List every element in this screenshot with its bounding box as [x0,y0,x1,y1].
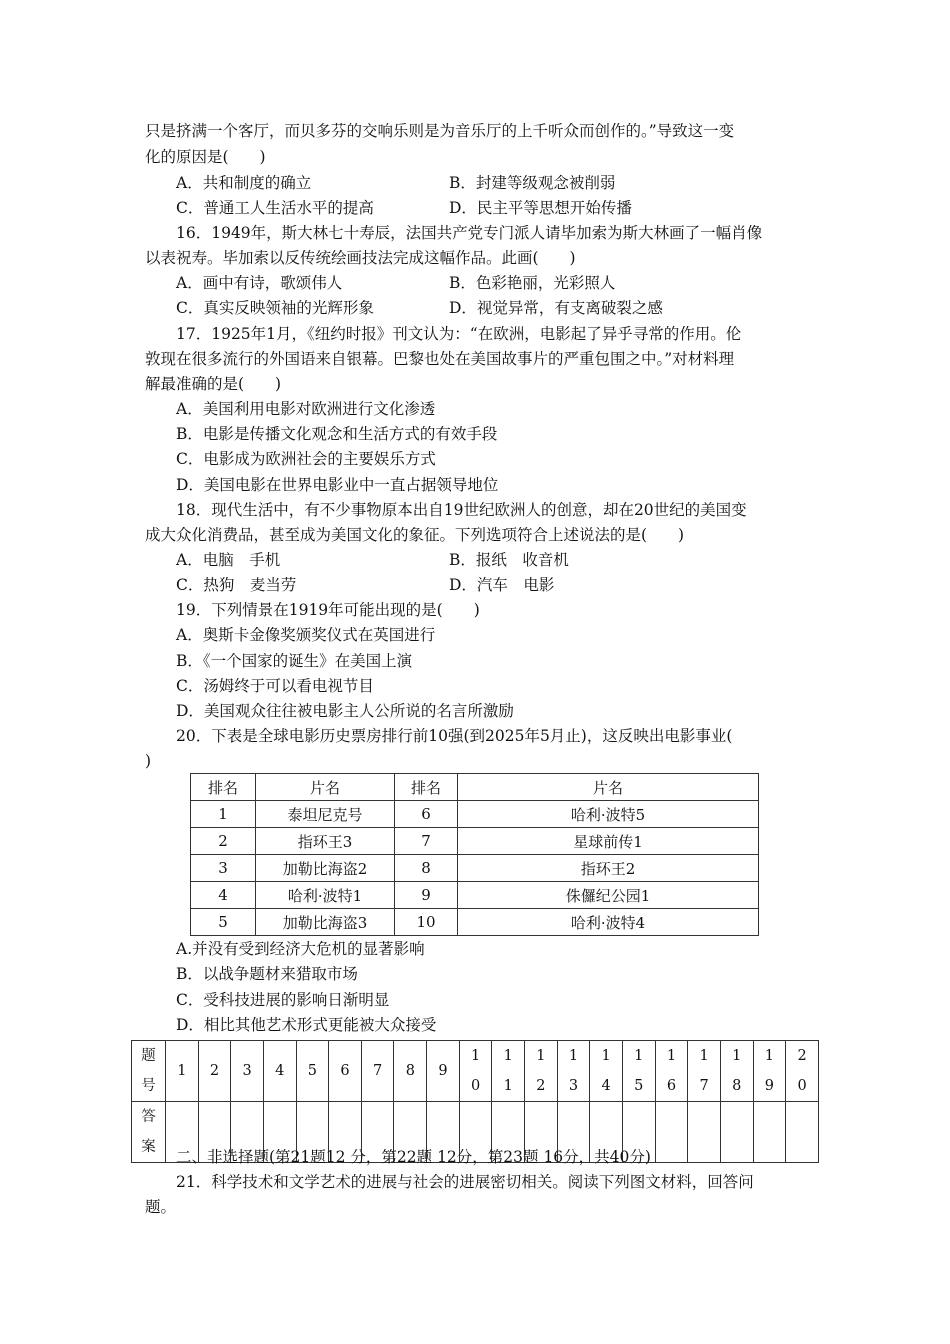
table-cell: 哈利·波特4 [458,909,759,936]
table-header-row [191,774,759,801]
table-header-cell: 排名 [191,774,256,801]
box-office-table [190,773,759,936]
q15-option-d[interactable]: D．民主平等思想开始传播 [449,199,632,217]
question-number: 5 [296,1041,329,1102]
answer-row-label: 题 号 [132,1041,166,1102]
q18-text-line1: 18．现代生活中，有不少事物原本出自19世纪欧洲人的创意，却在20世纪的美国变 [176,501,747,519]
question-number: 4 [263,1041,296,1102]
table-cell: 哈利·波特5 [458,801,759,828]
question-number: 6 [329,1041,362,1102]
q15-option-c[interactable]: C．普通工人生活水平的提高 [176,199,374,217]
q16-option-b[interactable]: B．色彩艳丽，光彩照人 [449,274,616,292]
q20-option-b[interactable]: B．以战争题材来猎取市场 [176,965,358,983]
question-number: 1 7 [688,1041,721,1102]
q21-text-line2: 题。 [145,1198,177,1216]
q20-text-line1: 20．下表是全球电影历史票房排行前10强(到2025年5月止)，这反映出电影事业( [176,727,733,745]
q16-text-line1: 16．1949年，斯大林七十寿辰，法国共产党专门派人请毕加索为斯大林画了一幅肖像 [176,224,763,242]
answer-cell[interactable] [720,1102,753,1163]
q21-text-line1: 21．科学技术和文学艺术的进展与社会的进展密切相关。阅读下列图文材料，回答问 [176,1173,754,1191]
table-cell: 泰坦尼克号 [256,801,395,828]
q15-text-line1: 只是挤满一个客厅，而贝多芬的交响乐则是为音乐厅的上千听众而创作的。”导致这一变 [145,122,735,140]
question-number: 1 6 [655,1041,688,1102]
q17-option-a[interactable]: A．美国利用电影对欧洲进行文化渗透 [176,400,436,418]
q20-option-c[interactable]: C．受科技进展的影响日渐明显 [176,991,390,1009]
table-row [191,828,759,855]
table-cell: 指环王2 [458,855,759,882]
q15-text-line2: 化的原因是( ) [145,148,266,166]
answer-cell[interactable] [655,1102,688,1163]
q18-option-c[interactable]: C．热狗 麦当劳 [176,576,297,594]
q15-option-a[interactable]: A．共和制度的确立 [176,174,312,192]
table-cell: 5 [191,909,256,936]
q18-option-d[interactable]: D．汽车 电影 [449,576,555,594]
q20-text-line2: ) [145,752,152,770]
question-number: 3 [231,1041,264,1102]
question-number: 1 8 [720,1041,753,1102]
question-number: 1 [166,1041,199,1102]
table-cell: 4 [191,882,256,909]
table-cell: 10 [395,909,458,936]
q19-option-b[interactable]: B．《一个国家的诞生》在美国上演 [176,652,413,670]
q16-option-a[interactable]: A．画中有诗，歌颂伟人 [176,274,343,292]
section2-heading: 二、非选择题(第21题12 分，第22题 12分，第23题 16分，共40分) [176,1148,651,1166]
table-cell: 2 [191,828,256,855]
answer-number-row [132,1041,819,1102]
q17-text-line3: 解最准确的是( ) [145,375,282,393]
answer-cell[interactable] [688,1102,721,1163]
table-cell: 指环王3 [256,828,395,855]
question-number: 1 2 [525,1041,558,1102]
question-number: 2 [198,1041,231,1102]
table-cell: 6 [395,801,458,828]
q20-option-a[interactable]: A.并没有受到经济大危机的显著影响 [176,940,425,958]
q18-option-a[interactable]: A．电脑 手机 [176,551,281,569]
table-cell: 9 [395,882,458,909]
question-number: 9 [427,1041,460,1102]
q16-option-d[interactable]: D．视觉异常，有支离破裂之感 [449,299,663,317]
answer-row-label: 答 案 [132,1102,166,1163]
q18-option-b[interactable]: B．报纸 收音机 [449,551,569,569]
question-number: 1 0 [459,1041,492,1102]
answer-cell[interactable] [753,1102,786,1163]
q19-option-a[interactable]: A．奥斯卡金像奖颁奖仪式在英国进行 [176,626,436,644]
q17-option-d[interactable]: D．美国电影在世界电影业中一直占据领导地位 [176,476,499,494]
table-cell: 加勒比海盗2 [256,855,395,882]
table-cell: 加勒比海盗3 [256,909,395,936]
table-row [191,801,759,828]
table-cell: 7 [395,828,458,855]
table-header-cell: 片名 [458,774,759,801]
answer-cell[interactable] [786,1102,819,1163]
q18-text-line2: 成大众化消费品，甚至成为美国文化的象征。下列选项符合上述说法的是( ) [145,526,685,544]
q17-text-line1: 17．1925年1月，《纽约时报》刊文认为：“在欧洲，电影起了异乎寻常的作用。伦 [176,325,742,343]
table-cell: 3 [191,855,256,882]
q17-option-b[interactable]: B．电影是传播文化观念和生活方式的有效手段 [176,425,498,443]
question-number: 2 0 [786,1041,819,1102]
table-cell: 星球前传1 [458,828,759,855]
table-cell: 1 [191,801,256,828]
answer-grid [131,1040,819,1163]
q15-option-b[interactable]: B．封建等级观念被削弱 [449,174,616,192]
table-row [191,909,759,936]
question-number: 1 1 [492,1041,525,1102]
q19-text-line1: 19．下列情景在1919年可能出现的是( ) [176,601,480,619]
q20-option-d[interactable]: D．相比其他艺术形式更能被大众接受 [176,1016,437,1034]
question-number: 7 [361,1041,394,1102]
q16-text-line2: 以表祝寿。毕加索以反传统绘画技法完成这幅作品。此画( ) [145,249,576,267]
question-number: 1 3 [557,1041,590,1102]
q19-option-d[interactable]: D．美国观众往往被电影主人公所说的名言所激励 [176,702,514,720]
table-header-cell: 片名 [256,774,395,801]
q19-option-c[interactable]: C．汤姆终于可以看电视节目 [176,677,374,695]
table-cell: 哈利·波特1 [256,882,395,909]
table-row [191,882,759,909]
question-number: 1 5 [622,1041,655,1102]
question-number: 1 9 [753,1041,786,1102]
question-number: 8 [394,1041,427,1102]
table-cell: 侏儸纪公园1 [458,882,759,909]
q17-text-line2: 敦现在很多流行的外国语来自银幕。巴黎也处在美国故事片的严重包围之中。”对材料理 [145,350,735,368]
table-cell: 8 [395,855,458,882]
question-number: 1 4 [590,1041,623,1102]
q17-option-c[interactable]: C．电影成为欧洲社会的主要娱乐方式 [176,450,436,468]
table-row [191,855,759,882]
q16-option-c[interactable]: C．真实反映领袖的光辉形象 [176,299,374,317]
table-header-cell: 排名 [395,774,458,801]
